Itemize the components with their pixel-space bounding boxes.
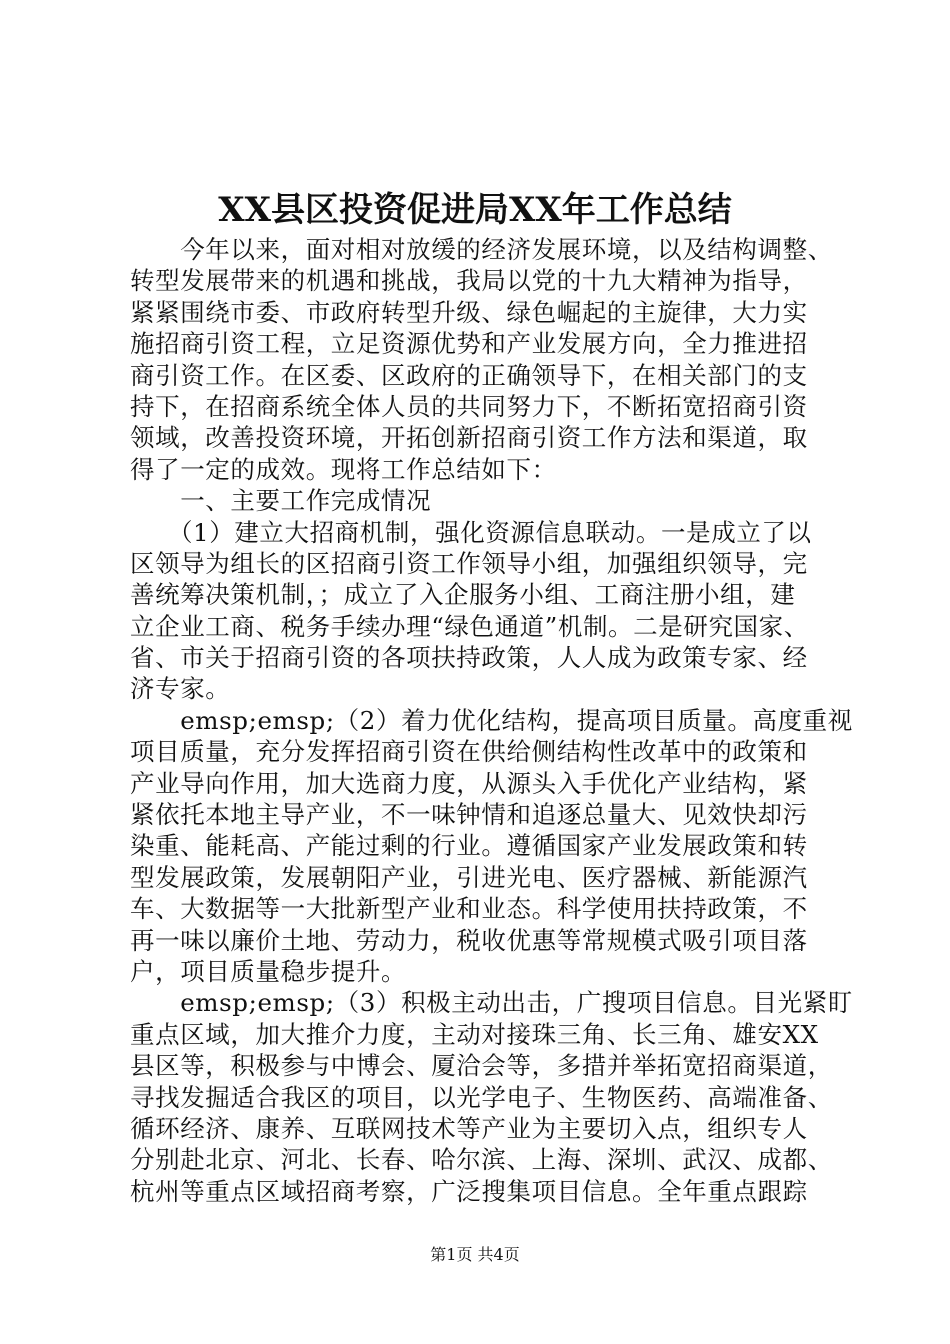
body-line: 紧依托本地主导产业，不一味钟情和追逐总量大、见效快却污 (130, 800, 808, 830)
page-number: 第1页 共4页 (430, 1245, 520, 1264)
page-footer (0, 1244, 950, 1266)
body-line: 杭州等重点区域招商考察，广泛搜集项目信息。全年重点跟踪 (130, 1176, 808, 1206)
body-line: 紧紧围绕市委、市政府转型升级、绿色崛起的主旋律，大力实 (130, 297, 808, 327)
section-heading: 一、主要工作完成情况 (130, 486, 432, 516)
body-line: 户，项目质量稳步提升。 (130, 956, 407, 986)
body-line: emsp;emsp;（2）着力优化结构，提高项目质量。高度重视 (130, 705, 853, 735)
body-line: 染重、能耗高、产能过剩的行业。遵循国家产业发展政策和转 (130, 831, 808, 861)
body-line: 立企业工商、税务手续办理“绿色通道”机制。二是研究国家、 (130, 611, 809, 641)
body-line: 济专家。 (130, 674, 231, 704)
body-line: 区领导为组长的区招商引资工作领导小组，加强组织领导，完 (130, 548, 808, 578)
body-line: 今年以来，面对相对放缓的经济发展环境，以及结构调整、 (130, 235, 833, 264)
body-line: 再一味以廉价土地、劳动力，税收优惠等常规模式吸引项目落 (130, 925, 808, 955)
body-line: 产业导向作用，加大选商力度，从源头入手优化产业结构，紧 (130, 768, 808, 798)
body-line: 持下，在招商系统全体人员的共同努力下，不断拓宽招商引资 (130, 391, 808, 421)
body-line: 善统筹决策机制，；成立了入企服务小组、工商注册小组，建 (130, 580, 796, 610)
body-line: 商引资工作。在区委、区政府的正确领导下，在相关部门的支 (130, 360, 808, 390)
body-line: 县区等，积极参与中博会、厦洽会等，多措并举拓宽招商渠道， (130, 1051, 833, 1081)
body-line: 车、大数据等一大批新型产业和业态。科学使用扶持政策，不 (130, 894, 808, 924)
body-line: 分别赴北京、河北、长春、哈尔滨、上海、深圳、武汉、成都、 (130, 1145, 833, 1175)
body-line: 施招商引资工程，立足资源优势和产业发展方向，全力推进招 (130, 329, 808, 359)
body-line: （1）建立大招商机制，强化资源信息联动。一是成立了以 (130, 517, 812, 547)
body-line: 重点区域，加大推介力度，主动对接珠三角、长三角、雄安XX (130, 1019, 819, 1049)
body-line: 寻找发掘适合我区的项目，以光学电子、生物医药、高端准备、 (130, 1082, 833, 1112)
body-line: 转型发展带来的机遇和挑战，我局以党的十九大精神为指导， (130, 266, 808, 296)
body-line: 型发展政策，发展朝阳产业，引进光电、医疗器械、新能源汽 (130, 862, 808, 892)
document-body (130, 234, 853, 1207)
body-line: 领域，改善投资环境，开拓创新招商引资工作方法和渠道，取 (130, 423, 808, 453)
body-line: 循环经济、康养、互联网技术等产业为主要切入点，组织专人 (130, 1113, 808, 1143)
body-line: emsp;emsp;（3）积极主动出击，广搜项目信息。目光紧盯 (130, 988, 853, 1018)
document-title: XX县区投资促进局XX年工作总结 (218, 190, 732, 230)
body-line: 项目质量，充分发挥招商引资在供给侧结构性改革中的政策和 (130, 737, 808, 767)
body-line: 省、市关于招商引资的各项扶持政策，人人成为政策专家、经 (130, 643, 808, 673)
body-line: 得了一定的成效。现将工作总结如下： (130, 454, 557, 484)
